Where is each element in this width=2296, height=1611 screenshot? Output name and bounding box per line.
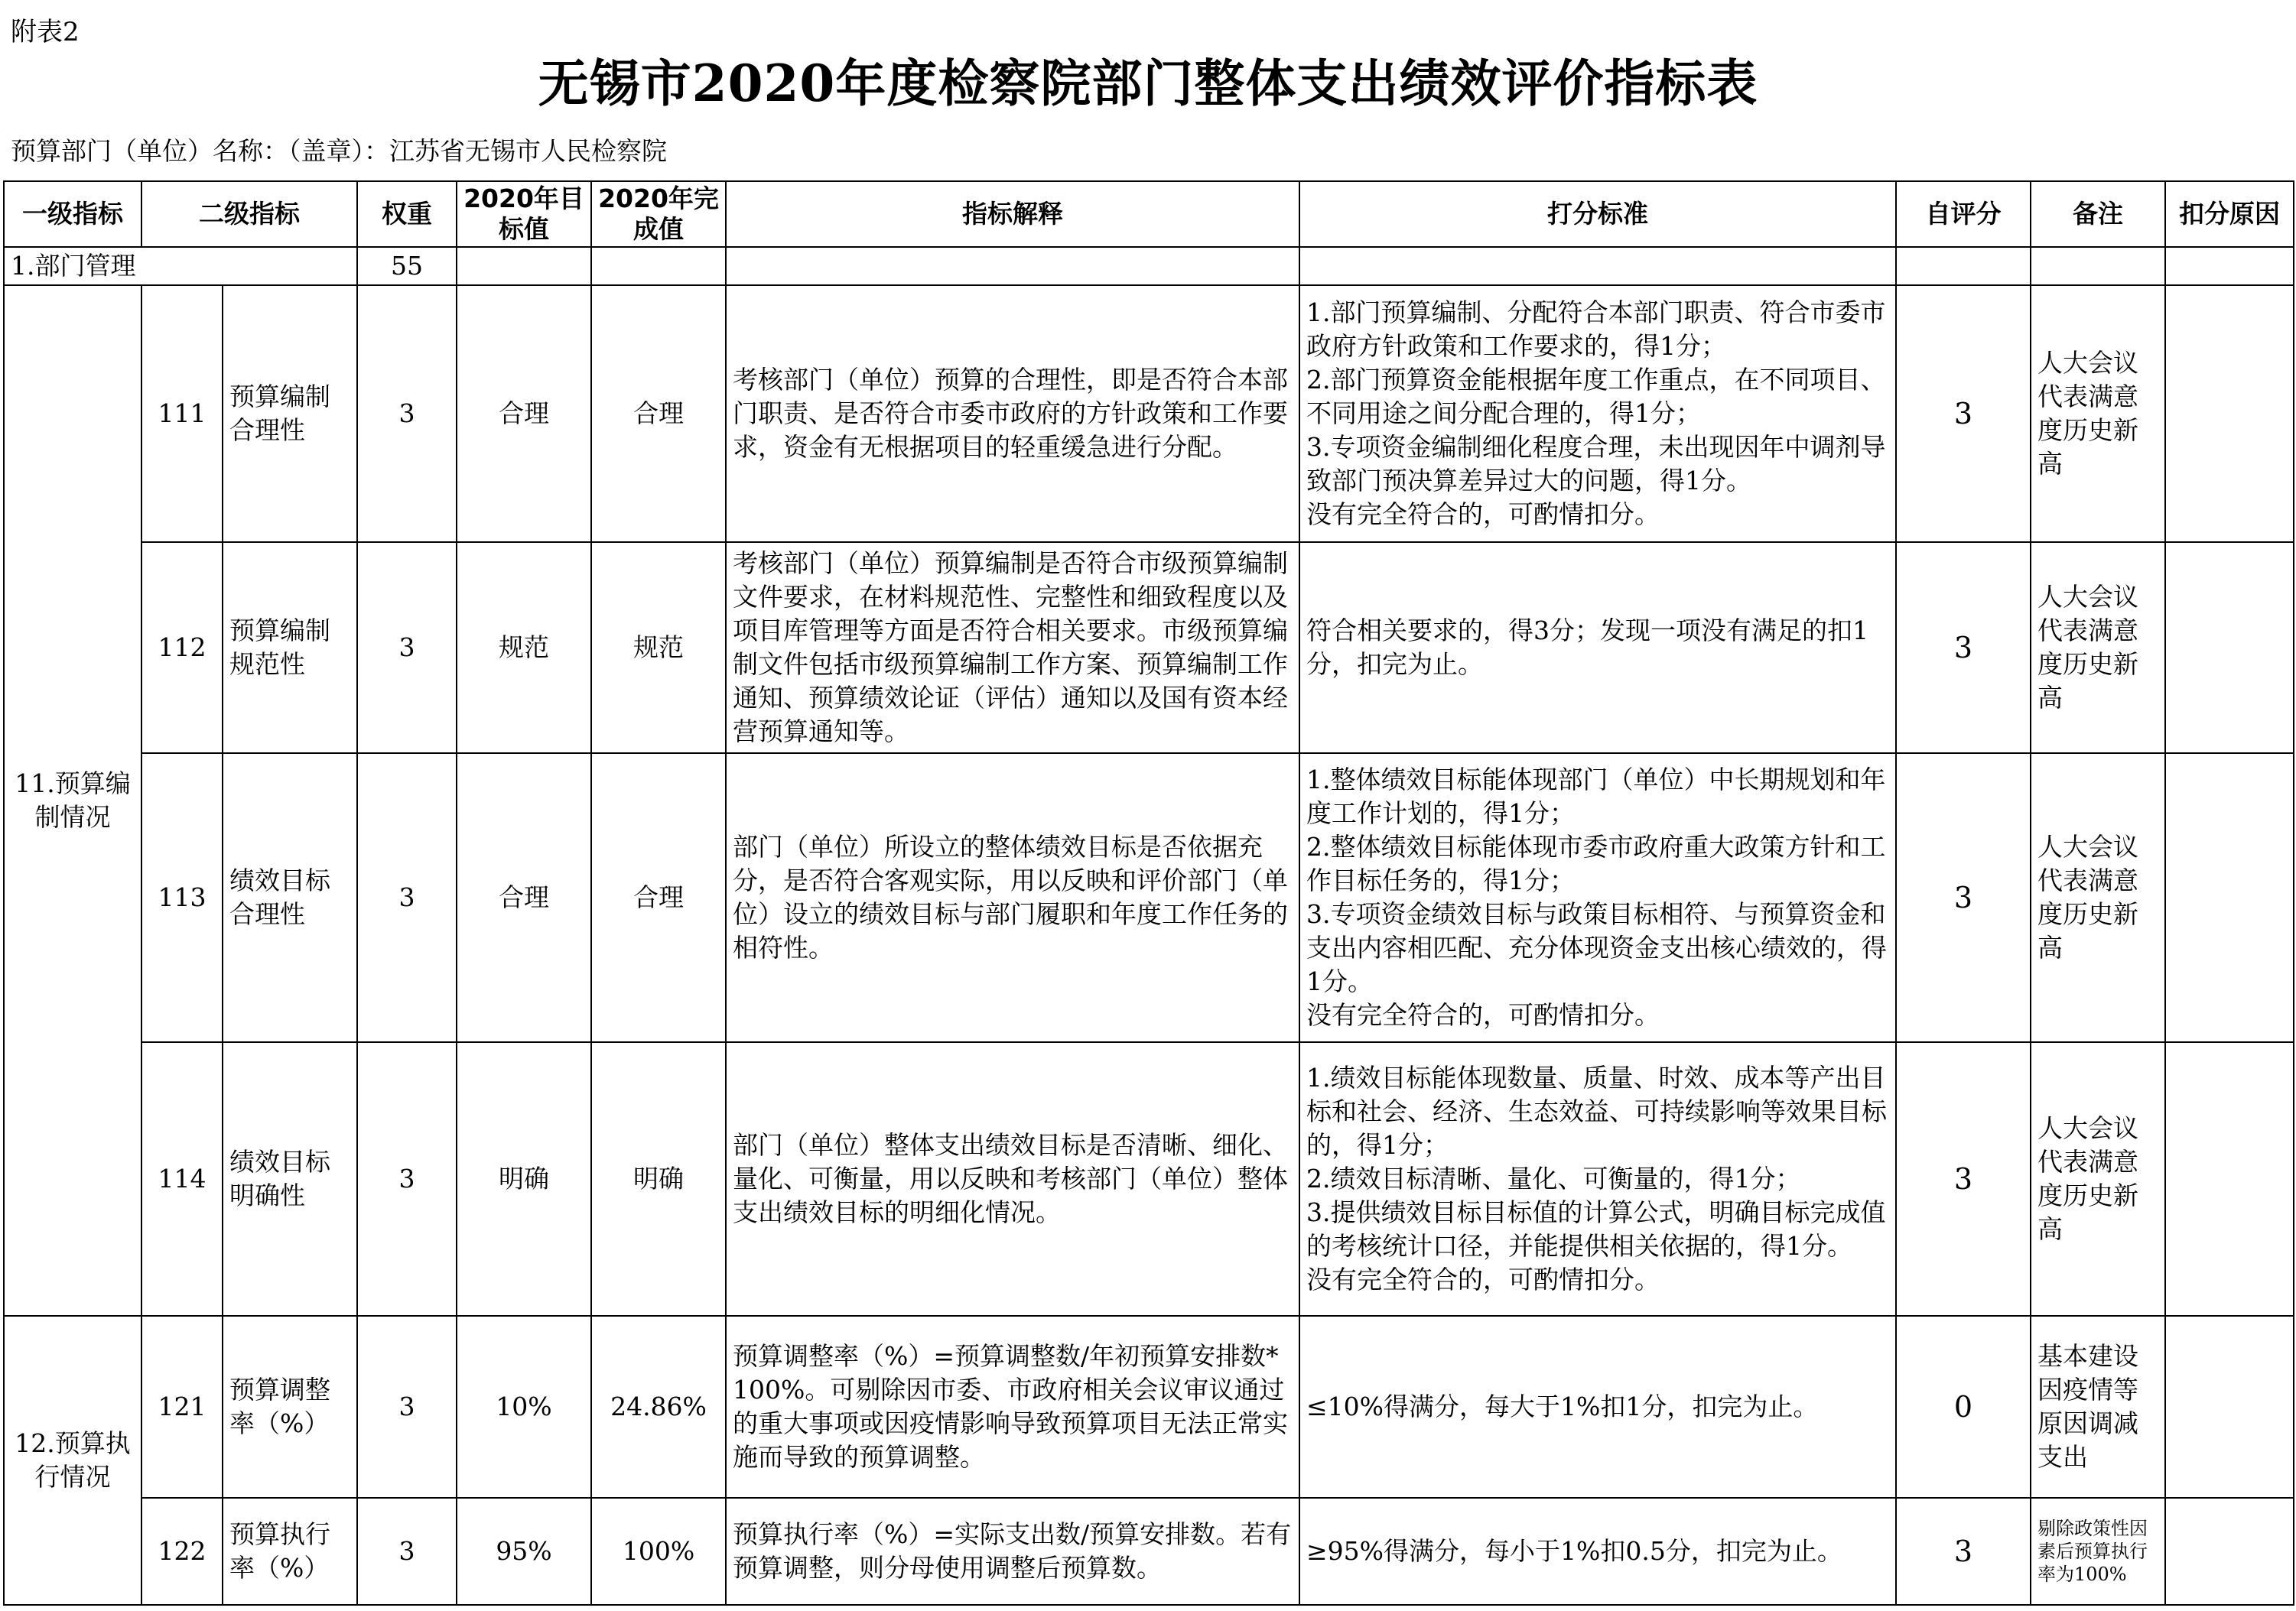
row-target: 合理 (457, 753, 591, 1042)
row-criteria (1299, 542, 1896, 753)
criteria-line: 2.部门预算资金能根据年度工作重点，在不同项目、不同用途之间分配合理的，得1分； (1306, 365, 1886, 428)
row-actual: 明确 (591, 1042, 726, 1316)
criteria-line: 1.整体绩效目标能体现部门（单位）中长期规划和年度工作计划的，得1分； (1306, 765, 1886, 828)
criteria-line: 2.整体绩效目标能体现市委市政府重大政策方针和工作目标任务的，得1分； (1306, 832, 1886, 895)
row-note: 基本建设因疫情等原因调减支出 (2031, 1316, 2165, 1498)
criteria-line: 3.提供绩效目标目标值的计算公式，明确目标完成值的考核统计口径，并能提供相关依据的，得1分。 (1306, 1197, 1886, 1261)
row-explain: 部门（单位）所设立的整体绩效目标是否依据充分，是否符合客观实际，用以反映和评价部门（单位）设立的绩效目标与部门履职和年度工作任务的相符性。 (726, 753, 1299, 1042)
indicator-table (3, 180, 2294, 1606)
header-actual: 2020年完成值 (591, 181, 726, 247)
criteria-line: 3.专项资金绩效目标与政策目标相符、与预算资金和支出内容相匹配、充分体现资金支出核心绩效的，得1分。 (1306, 899, 1887, 996)
row-score: 0 (1896, 1316, 2031, 1498)
table-row (4, 1316, 2294, 1498)
table-row (4, 1498, 2294, 1605)
row-note: 人大会议代表满意度历史新高 (2031, 542, 2165, 753)
row-weight: 3 (357, 753, 457, 1042)
row-code: 121 (141, 1316, 223, 1498)
row-criteria (1299, 285, 1896, 542)
criteria-line: 没有完全符合的，可酌情扣分。 (1306, 1000, 1660, 1030)
section-row (4, 247, 2294, 285)
header-note: 备注 (2031, 181, 2165, 247)
header-reason: 扣分原因 (2165, 181, 2294, 247)
row-note: 人大会议代表满意度历史新高 (2031, 285, 2165, 542)
criteria-line: 1.部门预算编制、分配符合本部门职责、符合市委市政府方针政策和工作要求的，得1分； (1306, 297, 1886, 361)
row-target: 10% (457, 1316, 591, 1498)
criteria-line: 没有完全符合的，可酌情扣分。 (1306, 499, 1660, 529)
row-weight: 3 (357, 1316, 457, 1498)
row-name: 预算编制规范性 (223, 542, 357, 753)
row-code: 113 (141, 753, 223, 1042)
row-name: 绩效目标合理性 (223, 753, 357, 1042)
row-target: 明确 (457, 1042, 591, 1316)
header-level1: 一级指标 (4, 181, 141, 247)
table-row (4, 542, 2294, 753)
header-level2: 二级指标 (141, 181, 357, 247)
row-note: 剔除政策性因素后预算执行率为100% (2031, 1498, 2165, 1605)
group11-label: 11.预算编制情况 (4, 285, 141, 1316)
row-name: 预算执行率（%） (223, 1498, 357, 1605)
page-title: 无锡市2020年度检察院部门整体支出绩效评价指标表 (538, 54, 1758, 113)
row-weight: 3 (357, 285, 457, 542)
section1-weight: 55 (357, 247, 457, 285)
row-score: 3 (1896, 753, 2031, 1042)
row-criteria (1299, 1498, 1896, 1605)
row-actual: 24.86% (591, 1316, 726, 1498)
table-row (4, 1042, 2294, 1316)
row-criteria (1299, 1316, 1896, 1498)
header-weight: 权重 (357, 181, 457, 247)
row-actual: 100% (591, 1498, 726, 1605)
row-target: 95% (457, 1498, 591, 1605)
table-row (4, 285, 2294, 542)
header-criteria: 打分标准 (1299, 181, 1896, 247)
row-actual: 合理 (591, 285, 726, 542)
criteria-line: 1.绩效目标能体现数量、质量、时效、成本等产出目标和社会、经济、生态效益、可持续影响等效果目标的，得1分； (1306, 1063, 1887, 1160)
row-reason (2165, 542, 2294, 753)
row-criteria (1299, 753, 1896, 1042)
row-explain: 考核部门（单位）预算编制是否符合市级预算编制文件要求，在材料规范性、完整性和细致程度以及项目库管理等方面是否符合相关要求。市级预算编制文件包括市级预算编制工作方案、预算编制工作通知、预算绩效论证（评估）通知以及国有资本经营预算通知等。 (726, 542, 1299, 753)
row-explain: 考核部门（单位）预算的合理性，即是否符合本部门职责、是否符合市委市政府的方针政策和工作要求，资金有无根据项目的轻重缓急进行分配。 (726, 285, 1299, 542)
row-note: 人大会议代表满意度历史新高 (2031, 753, 2165, 1042)
row-actual: 合理 (591, 753, 726, 1042)
row-score: 3 (1896, 1498, 2031, 1605)
criteria-line: 3.专项资金编制细化程度合理，未出现因年中调剂导致部门预决算差异过大的问题，得1分。 (1306, 432, 1886, 495)
header-target: 2020年目标值 (457, 181, 591, 247)
row-actual: 规范 (591, 542, 726, 753)
row-weight: 3 (357, 1498, 457, 1605)
row-explain: 部门（单位）整体支出绩效目标是否清晰、细化、量化、可衡量，用以反映和考核部门（单位）整体支出绩效目标的明细化情况。 (726, 1042, 1299, 1316)
row-explain: 预算调整率（%）=预算调整数/年初预算安排数*100%。可剔除因市委、市政府相关会议审议通过的重大事项或因疫情影响导致预算项目无法正常实施而导致的预算调整。 (726, 1316, 1299, 1498)
row-reason (2165, 1042, 2294, 1316)
row-code: 112 (141, 542, 223, 753)
row-explain: 预算执行率（%）=实际支出数/预算安排数。若有预算调整，则分母使用调整后预算数。 (726, 1498, 1299, 1605)
header-score: 自评分 (1896, 181, 2031, 247)
header-explain: 指标解释 (726, 181, 1299, 247)
row-code: 111 (141, 285, 223, 542)
section1-label: 1.部门管理 (4, 247, 357, 285)
row-name: 预算编制合理性 (223, 285, 357, 542)
row-name: 预算调整率（%） (223, 1316, 357, 1498)
row-score: 3 (1896, 1042, 2031, 1316)
row-code: 114 (141, 1042, 223, 1316)
table-row (4, 753, 2294, 1042)
department-line: 预算部门（单位）名称：（盖章）：江苏省无锡市人民检察院 (11, 136, 667, 166)
row-score: 3 (1896, 542, 2031, 753)
appendix-label: 附表2 (11, 17, 80, 47)
row-note: 人大会议代表满意度历史新高 (2031, 1042, 2165, 1316)
criteria-line: ≤10%得满分，每大于1%扣1分，扣完为止。 (1306, 1392, 1819, 1421)
row-score: 3 (1896, 285, 2031, 542)
row-weight: 3 (357, 1042, 457, 1316)
row-name: 绩效目标明确性 (223, 1042, 357, 1316)
criteria-line: ≥95%得满分，每小于1%扣0.5分，扣完为止。 (1306, 1536, 1842, 1566)
criteria-line: 符合相关要求的，得3分；发现一项没有满足的扣1分，扣完为止。 (1306, 615, 1868, 679)
row-reason (2165, 753, 2294, 1042)
row-target: 规范 (457, 542, 591, 753)
criteria-line: 2.绩效目标清晰、量化、可衡量的，得1分； (1306, 1164, 1801, 1194)
table-header-row (4, 181, 2294, 247)
row-weight: 3 (357, 542, 457, 753)
row-criteria (1299, 1042, 1896, 1316)
group12-label: 12.预算执行情况 (4, 1316, 141, 1605)
row-reason (2165, 1316, 2294, 1498)
criteria-line: 没有完全符合的，可酌情扣分。 (1306, 1265, 1660, 1294)
row-code: 122 (141, 1498, 223, 1605)
row-reason (2165, 1498, 2294, 1605)
row-reason (2165, 285, 2294, 542)
row-target: 合理 (457, 285, 591, 542)
